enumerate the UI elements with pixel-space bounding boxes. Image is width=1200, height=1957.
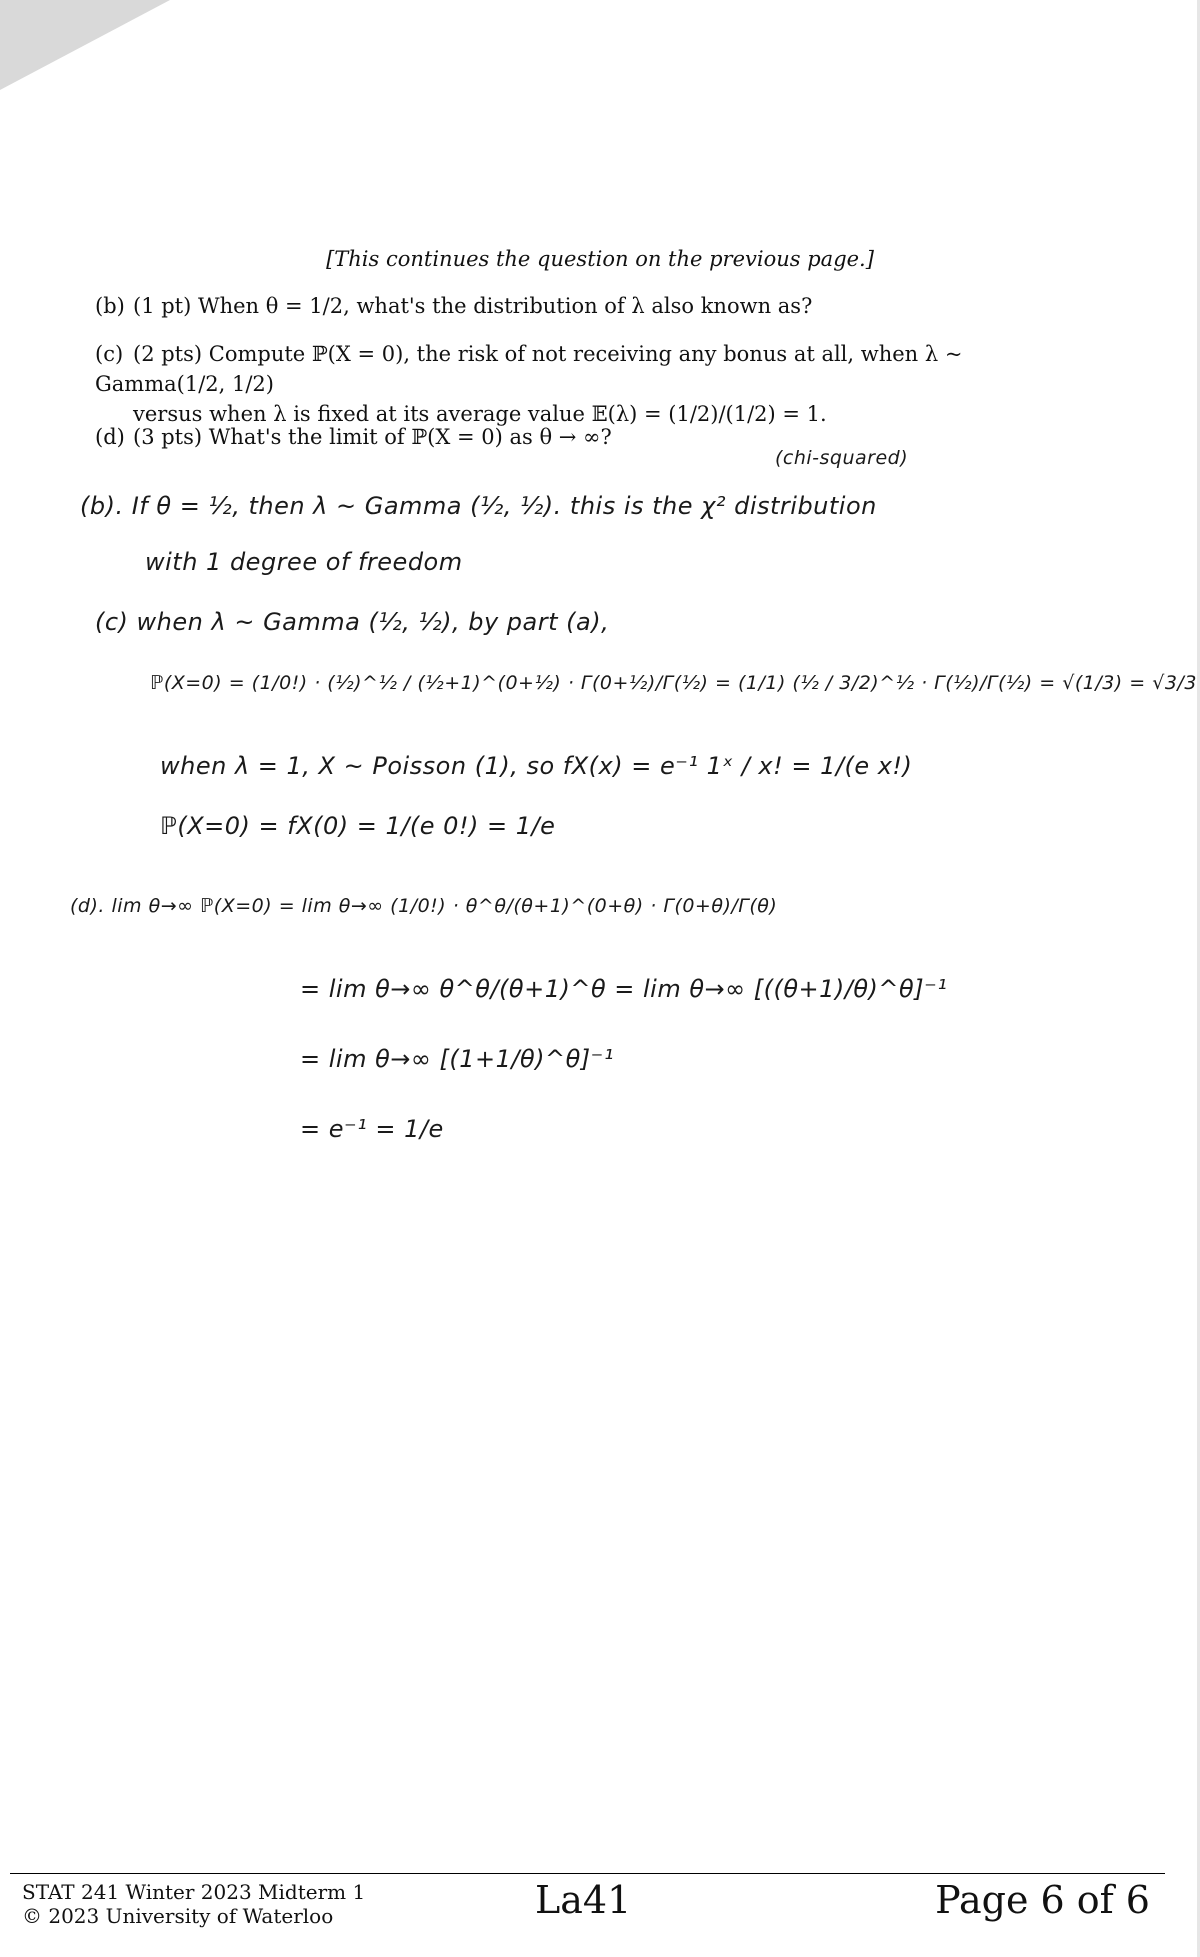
question-d-label: (d) (95, 425, 125, 449)
continuation-note: [This continues the question on the previous page.] (326, 247, 874, 271)
question-c-text-cont: versus when λ is fixed at its average value 𝔼(λ) = (1/2)/(1/2) = 1. (133, 402, 827, 426)
question-c-text: (2 pts) Compute ℙ(X = 0), the risk of not receiving any bonus at all, when λ ~ Gamma(1/2, 1/2) (95, 342, 963, 396)
question-b (95, 291, 1095, 321)
question-c (95, 339, 1095, 429)
answer-b-line-1: (b). If θ = ½, then λ ~ Gamma (½, ½). this is the χ² distribution (80, 492, 877, 520)
answer-c-line-2: ℙ(X=0) = (1/0!) · (½)^½ / (½+1)^(0+½) · Γ(0+½)/Γ(½) = (1/1) (½ / 3/2)^½ · Γ(½)/Γ(½) = √(1/3) = √3/3 (150, 672, 1197, 694)
footer-course-title: STAT 241 Winter 2023 Midterm 1 (22, 1880, 366, 1904)
answer-c-line-1: (c) when λ ~ Gamma (½, ½), by part (a), (95, 608, 610, 636)
answer-d-line-1: (d). lim θ→∞ ℙ(X=0) = lim θ→∞ (1/0!) · θ^θ/(θ+1)^(0+θ) · Γ(0+θ)/Γ(θ) (70, 895, 778, 917)
question-b-text: (1 pt) When θ = 1/2, what's the distribution of λ also known as? (133, 294, 813, 318)
answer-c-line-3: when λ = 1, X ~ Poisson (1), so fX(x) = e⁻¹ 1ˣ / x! = 1/(e x!) (160, 752, 913, 780)
answer-b-line-2: with 1 degree of freedom (145, 548, 463, 576)
footer-copyright: © 2023 University of Waterloo (22, 1904, 334, 1928)
answer-d-line-3: = lim θ→∞ [(1+1/θ)^θ]⁻¹ (300, 1045, 614, 1073)
question-d (95, 422, 1095, 452)
footer-divider (10, 1873, 1165, 1874)
answer-d-line-2: = lim θ→∞ θ^θ/(θ+1)^θ = lim θ→∞ [((θ+1)/θ)^θ]⁻¹ (300, 975, 948, 1003)
footer-exam-code: La41 (535, 1878, 632, 1922)
answer-c-line-4: ℙ(X=0) = fX(0) = 1/(e 0!) = 1/e (160, 812, 556, 840)
footer-page-number: Page 6 of 6 (935, 1878, 1150, 1922)
answer-d-line-4: = e⁻¹ = 1/e (300, 1115, 444, 1143)
page-corner-fold (0, 0, 170, 90)
question-d-text: (3 pts) What's the limit of ℙ(X = 0) as θ → ∞? (133, 425, 612, 449)
question-b-label: (b) (95, 294, 125, 318)
answer-b-note: (chi-squared) (775, 447, 909, 469)
question-c-label: (c) (95, 342, 124, 366)
footer-course-info (22, 1880, 365, 1928)
